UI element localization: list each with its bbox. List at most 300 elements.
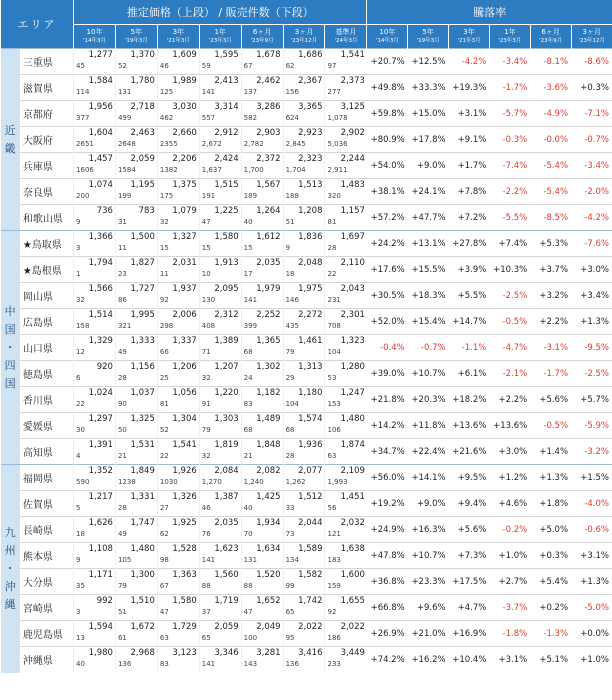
rate-cell: -1.8% — [489, 621, 530, 647]
sales-count: 1,700 — [243, 166, 264, 174]
sales-count: 1030 — [159, 478, 178, 486]
rate-cell: +15.0% — [408, 101, 449, 127]
estimated-price: 2,049 — [256, 622, 281, 632]
price-cell — [74, 569, 116, 595]
sales-count: 33 — [285, 504, 295, 512]
sales-count: 277 — [327, 88, 341, 96]
sales-count: 65 — [201, 634, 211, 642]
estimated-price: 1,634 — [256, 544, 281, 554]
region-label — [1, 231, 20, 465]
estimated-price: 1,686 — [298, 50, 323, 60]
sales-count: 81 — [327, 218, 337, 226]
estimated-price: 1,848 — [256, 440, 281, 450]
estimated-price: 2,912 — [214, 128, 239, 138]
sales-count: 63 — [159, 634, 169, 642]
price-cell — [325, 387, 367, 413]
price-cell — [199, 517, 241, 543]
price-cell — [115, 153, 157, 179]
rate-cell: -1.7% — [489, 75, 530, 101]
rate-cell: -3.4% — [571, 153, 612, 179]
table-row — [1, 257, 612, 283]
sales-count: 32 — [201, 452, 211, 460]
price-cell — [74, 231, 116, 257]
estimated-price: 1,366 — [88, 232, 113, 242]
price-cell — [241, 127, 283, 153]
sales-count: 1382 — [159, 166, 178, 174]
area-header: エリア — [1, 0, 74, 49]
estimated-price: 1,780 — [130, 76, 155, 86]
estimated-price: 1,979 — [256, 284, 281, 294]
rate-cell: +3.7% — [530, 257, 571, 283]
rate-cell: -5.4% — [530, 179, 571, 205]
price-cell — [325, 231, 367, 257]
sales-count: 88 — [243, 582, 253, 590]
estimated-price: 1,995 — [130, 310, 155, 320]
estimated-price: 1,655 — [340, 596, 365, 606]
estimated-price: 1,936 — [298, 440, 323, 450]
sales-count: 23 — [117, 270, 127, 278]
rate-cell: +3.1% — [571, 543, 612, 569]
sales-count: 40 — [76, 660, 85, 668]
price-cell — [325, 153, 367, 179]
estimated-price: 1,206 — [172, 362, 197, 372]
sales-count: 15 — [201, 244, 211, 252]
rate-cell: +5.3% — [530, 231, 571, 257]
rate-cell: -5.4% — [530, 153, 571, 179]
price-cell — [199, 621, 241, 647]
price-cell — [199, 179, 241, 205]
estimated-price: 1,451 — [340, 492, 365, 502]
rate-cell: -3.7% — [489, 595, 530, 621]
sales-count: 6 — [76, 374, 81, 382]
sales-count: 708 — [327, 322, 341, 330]
rate-cell: +27.8% — [449, 231, 490, 257]
sales-count: 22 — [159, 452, 169, 460]
sales-count: 1238 — [117, 478, 136, 486]
sales-count: 18 — [285, 270, 295, 278]
rate-cell: +9.0% — [408, 491, 449, 517]
price-cell — [241, 491, 283, 517]
rate-cell: +1.5% — [571, 465, 612, 491]
price-cell — [74, 179, 116, 205]
price-cell — [241, 335, 283, 361]
rate-cell: -4.0% — [571, 491, 612, 517]
estimated-price: 2,059 — [130, 154, 155, 164]
sales-count: 32 — [76, 296, 85, 304]
estimated-price: 1,742 — [298, 596, 323, 606]
price-cell — [283, 257, 325, 283]
table-row — [1, 465, 612, 491]
rate-col-header — [530, 25, 571, 49]
rate-cell: +16.3% — [408, 517, 449, 543]
rate-cell: -7.4% — [489, 153, 530, 179]
rate-cell: +34.7% — [367, 439, 408, 465]
table-row — [1, 647, 612, 673]
price-cell — [325, 49, 367, 75]
price-cell — [241, 179, 283, 205]
price-cell — [199, 595, 241, 621]
price-cell — [283, 413, 325, 439]
estimated-price: 1,638 — [340, 544, 365, 554]
sales-count: 91 — [201, 400, 211, 408]
price-cell — [157, 387, 199, 413]
price-cell — [74, 647, 116, 673]
price-cell — [157, 101, 199, 127]
rate-cell: -0.5% — [530, 413, 571, 439]
sales-count: 121 — [327, 530, 341, 538]
price-cell — [241, 413, 283, 439]
col-period: 6ヶ月 — [541, 27, 560, 36]
estimated-price: 1,727 — [130, 284, 155, 294]
price-cell — [157, 543, 199, 569]
estimated-price: 1,697 — [340, 232, 365, 242]
sales-count: 1,262 — [285, 478, 306, 486]
estimated-price: 2,323 — [298, 154, 323, 164]
estimated-price: 1,387 — [214, 492, 239, 502]
sales-count: 1,637 — [201, 166, 222, 174]
estimated-price: 1,323 — [340, 336, 365, 346]
prefecture-name: 香川県 — [20, 387, 74, 413]
price-cell — [199, 647, 241, 673]
sales-count: 105 — [117, 556, 132, 564]
estimated-price: 1,327 — [172, 232, 197, 242]
estimated-price: 1,489 — [256, 414, 281, 424]
estimated-price: 1,580 — [214, 232, 239, 242]
price-cell — [157, 49, 199, 75]
price-cell — [74, 361, 116, 387]
price-cell — [283, 517, 325, 543]
price-col-header — [283, 25, 325, 49]
estimated-price: 1,604 — [88, 128, 113, 138]
prefecture-name: ★鳥取県 — [20, 231, 74, 257]
sales-count: 68 — [243, 426, 253, 434]
price-cell — [283, 309, 325, 335]
sales-count: 5,036 — [327, 140, 348, 148]
sales-count: 47 — [243, 608, 253, 616]
rate-col-header — [489, 25, 530, 49]
price-cell — [199, 127, 241, 153]
estimated-price: 1,037 — [130, 388, 155, 398]
sales-count: 141 — [201, 660, 216, 668]
sales-count: 131 — [117, 88, 132, 96]
estimated-price: 1,303 — [214, 414, 239, 424]
rate-cell: +1.2% — [489, 465, 530, 491]
sales-count: 92 — [159, 296, 169, 304]
prefecture-name: ★島根県 — [20, 257, 74, 283]
sales-count: 13 — [76, 634, 85, 642]
price-cell — [283, 127, 325, 153]
rate-cell: +14.1% — [408, 465, 449, 491]
col-period: 5年 — [130, 27, 143, 36]
rate-cell: -4.2% — [449, 49, 490, 75]
region-name: 近 畿 — [4, 123, 16, 155]
price-cell — [115, 543, 157, 569]
estimated-price: 1,108 — [88, 544, 113, 554]
rate-cell: -0.0% — [530, 127, 571, 153]
estimated-price: 2,077 — [298, 466, 323, 476]
estimated-price: 3,365 — [298, 102, 323, 112]
sales-count: 76 — [201, 530, 211, 538]
price-cell — [325, 543, 367, 569]
sales-count: 2355 — [159, 140, 178, 148]
rate-cell: +9.5% — [449, 465, 490, 491]
estimated-price: 1,208 — [298, 206, 323, 216]
sales-count: 25 — [159, 374, 169, 382]
sales-count: 81 — [159, 400, 169, 408]
sales-count: 175 — [159, 192, 174, 200]
price-cell — [74, 75, 116, 101]
rate-cell: +18.2% — [449, 387, 490, 413]
estimated-price: 1,874 — [340, 440, 365, 450]
sales-count: 30 — [76, 426, 85, 434]
prefecture-name: 熊本県 — [20, 543, 74, 569]
sales-count: 11 — [159, 270, 169, 278]
rate-cell: +3.2% — [530, 283, 571, 309]
estimated-price: 1,375 — [172, 180, 197, 190]
rate-cell: -7.1% — [571, 101, 612, 127]
sales-count: 153 — [327, 400, 341, 408]
sales-count: 68 — [285, 426, 295, 434]
estimated-price: 1,512 — [298, 492, 323, 502]
table-row — [1, 361, 612, 387]
price-cell — [241, 647, 283, 673]
sales-count: 590 — [76, 478, 90, 486]
rate-cell: +17.5% — [449, 569, 490, 595]
estimated-price: 1,652 — [256, 596, 281, 606]
rate-cell: -4.9% — [530, 101, 571, 127]
rate-cell: +7.3% — [449, 543, 490, 569]
price-cell — [157, 439, 199, 465]
col-period: 6ヶ月 — [252, 27, 272, 36]
price-cell — [115, 309, 157, 335]
sales-count: 183 — [327, 556, 341, 564]
rate-cell: +3.1% — [489, 647, 530, 673]
estimated-price: 1,584 — [88, 76, 113, 86]
price-cell — [157, 153, 199, 179]
rate-cell: -0.4% — [367, 335, 408, 361]
rate-cell: +4.7% — [449, 595, 490, 621]
price-cell — [157, 257, 199, 283]
rate-cell: +59.8% — [367, 101, 408, 127]
prefecture-name: 沖縄県 — [20, 647, 74, 673]
estimated-price: 2,301 — [340, 310, 365, 320]
col-date: '23年3月 — [498, 37, 522, 44]
price-cell — [115, 49, 157, 75]
estimated-price: 1,541 — [340, 50, 365, 60]
rate-cell: +5.7% — [571, 387, 612, 413]
sales-count: 9 — [76, 556, 81, 564]
sales-count: 53 — [327, 374, 337, 382]
price-cell — [283, 179, 325, 205]
estimated-price: 1,331 — [130, 492, 155, 502]
price-cell — [74, 153, 116, 179]
rate-cell: -2.1% — [489, 361, 530, 387]
price-cell — [241, 309, 283, 335]
price-cell — [74, 101, 116, 127]
rate-cell: +24.9% — [367, 517, 408, 543]
rate-cell: +39.0% — [367, 361, 408, 387]
price-cell — [325, 361, 367, 387]
estimated-price: 1,678 — [256, 50, 281, 60]
estimated-price: 2,084 — [214, 466, 239, 476]
sales-count: 399 — [243, 322, 258, 330]
price-cell — [115, 257, 157, 283]
price-cell — [157, 335, 199, 361]
table-row — [1, 127, 612, 153]
estimated-price: 1,819 — [214, 440, 239, 450]
table-row — [1, 491, 612, 517]
price-cell — [283, 153, 325, 179]
estimated-price: 1,156 — [130, 362, 155, 372]
rate-cell: +10.3% — [489, 257, 530, 283]
price-cell — [283, 205, 325, 231]
estimated-price: 1,612 — [256, 232, 281, 242]
rate-cell: -8.1% — [530, 49, 571, 75]
sales-count: 18 — [76, 530, 85, 538]
table-row — [1, 439, 612, 465]
price-cell — [115, 387, 157, 413]
rate-cell: +7.4% — [489, 231, 530, 257]
price-cell — [115, 517, 157, 543]
price-cell — [241, 75, 283, 101]
rate-col-header — [571, 25, 612, 49]
sales-count: 35 — [76, 582, 85, 590]
estimated-price: 2,110 — [340, 258, 365, 268]
estimated-price: 1,560 — [214, 570, 239, 580]
price-cell — [74, 283, 116, 309]
estimated-price: 1,594 — [88, 622, 113, 632]
col-date: '14年3月 — [375, 37, 399, 44]
rate-cell: +0.2% — [530, 595, 571, 621]
estimated-price: 1,483 — [340, 180, 365, 190]
sales-count: 24 — [243, 374, 253, 382]
price-cell — [199, 361, 241, 387]
price-cell — [283, 543, 325, 569]
price-cell — [199, 153, 241, 179]
sales-count: 97 — [327, 62, 337, 70]
estimated-price: 1,480 — [340, 414, 365, 424]
sales-count: 557 — [201, 114, 216, 122]
price-cell — [241, 387, 283, 413]
col-date: '23年9月 — [250, 37, 274, 44]
estimated-price: 1,304 — [172, 414, 197, 424]
sales-count: 2,845 — [285, 140, 306, 148]
price-cell — [241, 49, 283, 75]
estimated-price: 2,463 — [130, 128, 155, 138]
price-cell — [157, 595, 199, 621]
estimated-price: 1,217 — [88, 492, 113, 502]
rate-cell: -4.7% — [489, 335, 530, 361]
price-cell — [74, 257, 116, 283]
rate-cell: -0.6% — [571, 517, 612, 543]
estimated-price: 1,827 — [130, 258, 155, 268]
estimated-price: 1,528 — [172, 544, 197, 554]
sales-count: 9 — [285, 244, 291, 252]
rate-cell: +15.5% — [408, 257, 449, 283]
price-cell — [241, 153, 283, 179]
estimated-price: 1,300 — [130, 570, 155, 580]
estimated-price: 2,718 — [130, 102, 155, 112]
price-cell — [283, 439, 325, 465]
estimated-price: 1,913 — [214, 258, 239, 268]
rate-cell: +5.6% — [449, 517, 490, 543]
estimated-price: 1,582 — [298, 570, 323, 580]
rate-cell: +10.7% — [408, 543, 449, 569]
sales-count: 114 — [76, 88, 90, 96]
estimated-price: 1,333 — [130, 336, 155, 346]
price-cell — [283, 231, 325, 257]
sales-count: 92 — [327, 608, 337, 616]
estimated-price: 1,182 — [256, 388, 281, 398]
sales-count: 159 — [327, 582, 341, 590]
prefecture-name: 和歌山県 — [20, 205, 74, 231]
rate-cell: -5.5% — [489, 205, 530, 231]
sales-count: 137 — [243, 88, 258, 96]
rate-cell: +16.2% — [408, 647, 449, 673]
price-cell — [157, 75, 199, 101]
estimated-price: 736 — [96, 206, 113, 216]
sales-count: 130 — [201, 296, 216, 304]
price-cell — [115, 231, 157, 257]
rate-cell: +9.1% — [449, 127, 490, 153]
sales-count: 435 — [285, 322, 299, 330]
sales-count: 100 — [243, 634, 258, 642]
sales-count: 79 — [285, 348, 295, 356]
sales-count: 104 — [285, 400, 299, 408]
rate-cell: +10.7% — [408, 361, 449, 387]
price-col-header — [241, 25, 283, 49]
sales-count: 408 — [201, 322, 216, 330]
estimated-price: 2,044 — [298, 518, 323, 528]
estimated-price: 1,719 — [214, 596, 239, 606]
rate-cell: -5.9% — [571, 413, 612, 439]
sales-count: 62 — [159, 530, 169, 538]
estimated-price: 1,515 — [214, 180, 239, 190]
rate-cell: -7.6% — [571, 231, 612, 257]
estimated-price: 1,074 — [88, 180, 113, 190]
prefecture-name: 広島県 — [20, 309, 74, 335]
rate-cell: +18.3% — [408, 283, 449, 309]
prefecture-name: 奈良県 — [20, 179, 74, 205]
estimated-price: 3,449 — [340, 648, 365, 658]
sales-count: 22 — [76, 400, 85, 408]
sales-count: 28 — [117, 504, 127, 512]
rate-cell: +38.1% — [367, 179, 408, 205]
col-date: '23年12月 — [290, 37, 318, 44]
estimated-price: 1,589 — [298, 544, 323, 554]
estimated-price: 1,541 — [172, 440, 197, 450]
rate-cell: -3.1% — [530, 335, 571, 361]
price-cell — [74, 309, 116, 335]
estimated-price: 1,220 — [214, 388, 239, 398]
price-cell — [325, 647, 367, 673]
table-row — [1, 49, 612, 75]
sales-count: 462 — [159, 114, 174, 122]
prefecture-name: 岡山県 — [20, 283, 74, 309]
sales-count: 298 — [159, 322, 174, 330]
price-cell — [115, 569, 157, 595]
sales-count: 28 — [327, 244, 337, 252]
sales-count: 2,911 — [327, 166, 348, 174]
price-cell — [74, 621, 116, 647]
price-cell — [283, 101, 325, 127]
rate-cell: +13.6% — [449, 413, 490, 439]
table-row — [1, 179, 612, 205]
sales-count: 61 — [117, 634, 127, 642]
price-cell — [283, 49, 325, 75]
estimated-price: 920 — [96, 362, 113, 372]
estimated-price: 1,836 — [298, 232, 323, 242]
